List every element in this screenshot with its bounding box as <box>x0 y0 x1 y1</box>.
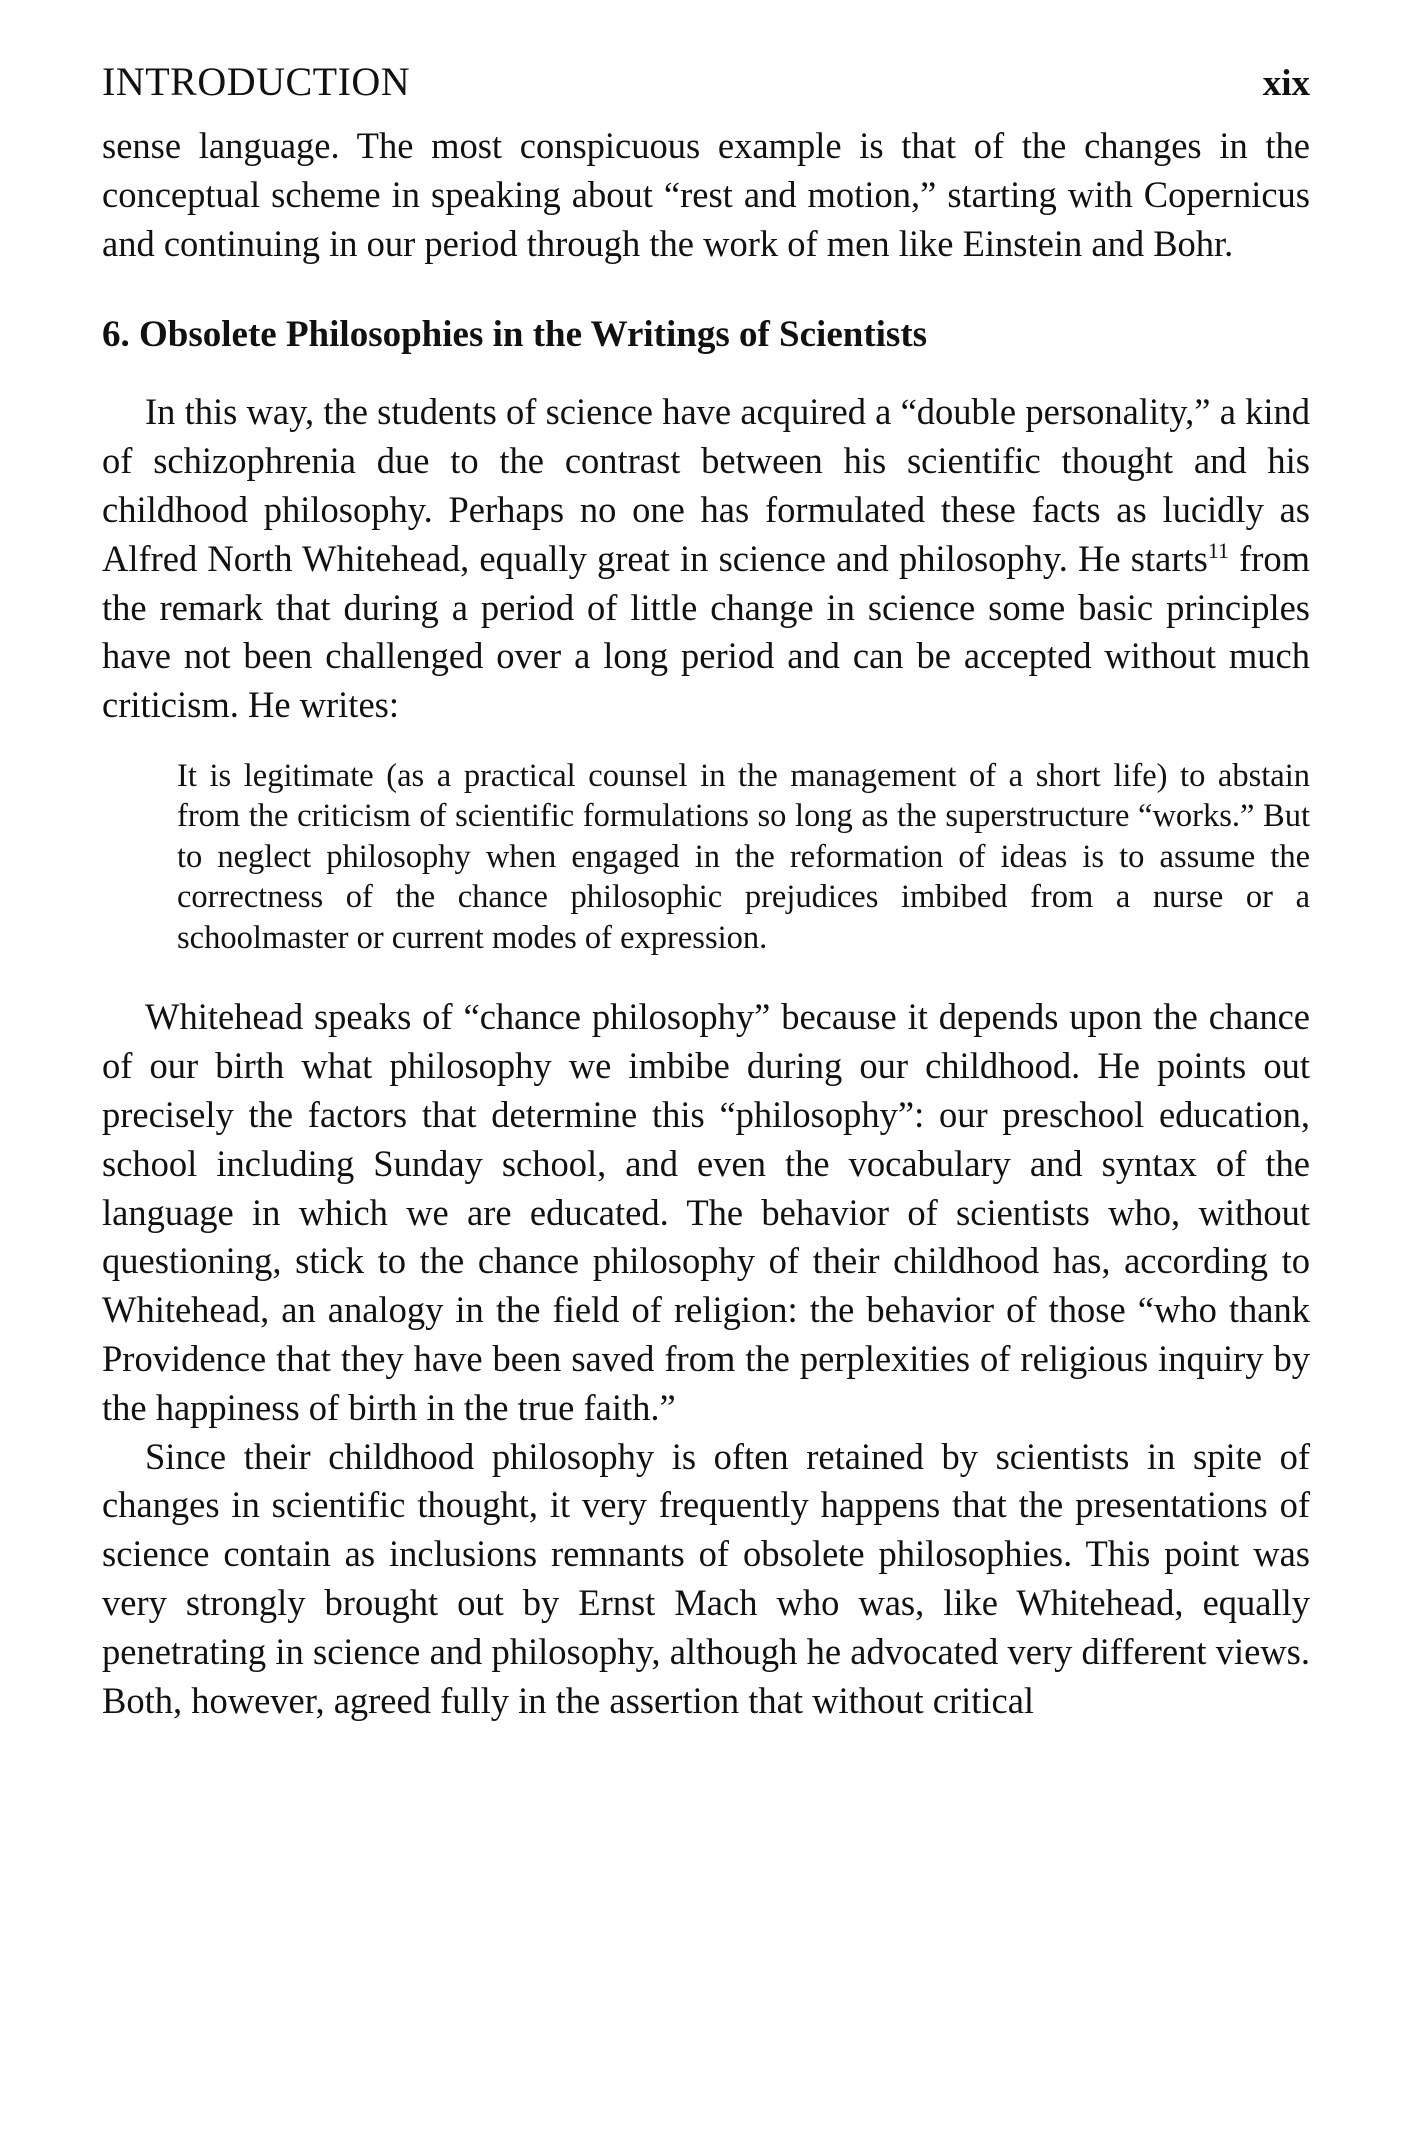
page-number: xix <box>1262 63 1310 104</box>
paragraph-double-personality <box>102 388 1310 730</box>
block-quote: It is legitimate (as a practical counsel in the management of a short life) to abstain from the criticism of scientific formulations so long as the superstructure “works.” But to neglect philosophy when engaged in the reformation of ideas is to assume the correctness of the chance philosophic prejudices imbibed from a nurse or a schoolmaster or current modes of expression. <box>177 757 1310 956</box>
paragraph-obsolete-philosophies: Since their childhood philosophy is often retained by scientists in spite of changes in scientific thought, it very frequently happens that the presentations of science contain as inclusions remnants of obsolete philosophies. This point was very strongly brought out by Ernst Mach who was, like Whitehead, equally penetrating in science and philosophy, although he advocated very different views. Both, however, agreed fully in the assertion that without critical <box>102 1435 1310 1721</box>
paragraph-text-before-note: In this way, the students of science have acquired a “double personality,” a kind of schizophrenia due to the contrast between his scientific thought and his childhood philosophy. Perhaps no one has formulated these facts as lucidly as Alfred North Whitehead, equally great in science and philosophy. He starts <box>102 391 1310 579</box>
running-header <box>102 58 1310 122</box>
book-page <box>102 58 1310 1725</box>
paragraph-chance-philosophy: Whitehead speaks of “chance philosophy” because it depends upon the chance of our birth what philosophy we imbibe during our childhood. He points out precisely the factors that determine this “philosophy”: our preschool education, school including Sunday school, and even the vocabulary and syntax of the language in which we are educated. The behavior of scientists who, without questioning, stick to the chance philosophy of their childhood has, according to Whitehead, an analogy in the field of religion: the behavior of those “who thank Providence that they have been saved from the perplexities of religious inquiry by the happiness of birth in the true faith.” <box>102 996 1310 1428</box>
running-title: INTRODUCTION <box>102 59 411 104</box>
paragraph-text-after-note: from the remark that during a period of little change in science some basic principles have not been challenged over a long period and can be accepted without much criticism. He writes: <box>102 537 1310 726</box>
paragraph-sense-language: sense language. The most conspicuous example is that of the changes in the conceptual scheme in speaking about “rest and motion,” starting with Copernicus and continuing in our period through the work of men like Einstein and Bohr. <box>102 125 1310 264</box>
section-heading: 6. Obsolete Philosophies in the Writings of Scientists <box>102 314 928 356</box>
footnote-reference: 11 <box>1207 537 1229 563</box>
